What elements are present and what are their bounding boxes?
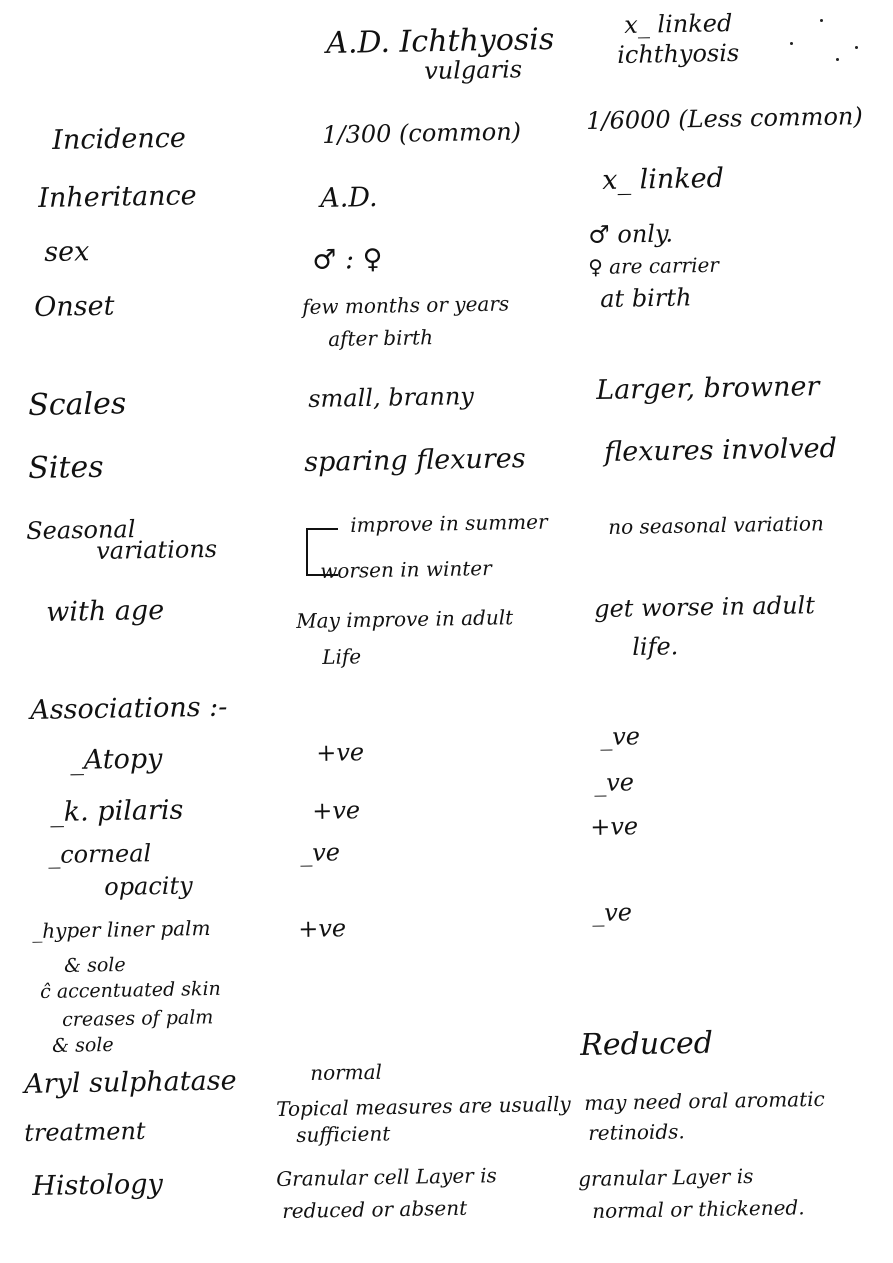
assoc-atopy-col2: _ve xyxy=(599,722,641,751)
row-label-seasonal-line1: Seasonal xyxy=(25,515,136,545)
assoc-k-pilaris-col1: +ve xyxy=(311,796,361,825)
sex-col2-line1: ♂ only. xyxy=(587,219,674,249)
age-col2-line2: life. xyxy=(631,632,679,661)
row-label-incidence: Incidence xyxy=(51,122,187,156)
assoc-label-k-pilaris: _k. pilaris xyxy=(49,794,184,828)
treatment-col1-line1: Topical measures are usually xyxy=(275,1091,571,1121)
assoc-label-atopy: _Atopy xyxy=(69,743,163,776)
row-label-histology: Histology xyxy=(31,1168,164,1202)
aryl-col2: Reduced xyxy=(579,1025,714,1063)
seasonal-col1-line1: improve in summer xyxy=(349,509,548,537)
onset-col2: at birth xyxy=(599,283,692,313)
row-label-aryl-sulphatase: Aryl sulphatase xyxy=(23,1065,237,1100)
assoc-label-hyperlinear-line4: creases of palm xyxy=(61,1006,214,1031)
assoc-atopy-col1: +ve xyxy=(315,738,365,767)
row-label-treatment: treatment xyxy=(23,1116,146,1147)
assoc-label-corneal-line2: opacity xyxy=(103,871,193,901)
row-label-scales: Scales xyxy=(27,386,127,423)
col1-header-line2: vulgaris xyxy=(423,55,523,85)
sites-col1: sparing flexures xyxy=(303,443,526,478)
assoc-hyperlinear-col1: +ve xyxy=(297,914,347,943)
inheritance-col1: A.D. xyxy=(319,181,378,214)
sites-col2: flexures involved xyxy=(603,432,838,468)
assoc-label-corneal-line1: _corneal xyxy=(47,839,152,869)
assoc-k-pilaris-col2: _ve xyxy=(593,768,635,797)
onset-col1-line2: after birth xyxy=(327,325,434,351)
row-label-with-age: with age xyxy=(45,594,165,628)
histology-col2-line2: normal or thickened. xyxy=(591,1195,805,1223)
histology-col1-line1: Granular cell Layer is xyxy=(275,1163,497,1191)
treatment-col2-line1: may need oral aromatic xyxy=(583,1086,825,1115)
scales-col2: Larger, browner xyxy=(595,371,820,406)
associations-heading: Associations :- xyxy=(29,691,228,726)
aryl-col1: normal xyxy=(309,1059,383,1085)
seasonal-col1-line2: worsen in winter xyxy=(319,556,492,583)
sex-col1: ♂ : ♀ xyxy=(311,243,383,276)
assoc-label-hyperlinear-line5: & sole xyxy=(51,1033,114,1057)
sex-col2-line2: ♀ are carrier xyxy=(587,252,720,279)
age-col2-line1: get worse in adult xyxy=(593,591,816,623)
histology-col2-line1: granular Layer is xyxy=(577,1163,754,1191)
treatment-col1-line2: sufficient xyxy=(295,1121,391,1147)
stray-mark xyxy=(836,58,839,61)
stray-mark xyxy=(790,42,793,45)
col2-header-line1: x_ linked xyxy=(623,9,733,39)
age-col1-line2: Life xyxy=(321,644,362,669)
inheritance-col2: x_ linked xyxy=(601,162,725,196)
age-col1-line1: May improve in adult xyxy=(295,605,514,633)
assoc-label-hyperlinear-line1: _hyper liner palm xyxy=(31,915,211,943)
assoc-corneal-col1: _ve xyxy=(299,838,341,867)
incidence-col2: 1/6000 (Less common) xyxy=(585,102,863,135)
stray-mark xyxy=(820,19,823,22)
row-label-seasonal-line2: variations xyxy=(95,534,218,565)
treatment-col2-line2: retinoids. xyxy=(587,1119,685,1145)
assoc-corneal-col2: +ve xyxy=(589,812,639,841)
seasonal-col2: no seasonal variation xyxy=(607,511,824,539)
row-label-sex: sex xyxy=(43,236,90,268)
col2-header-line2: ichthyosis xyxy=(616,38,740,69)
stray-mark xyxy=(855,46,858,49)
row-label-inheritance: Inheritance xyxy=(37,180,197,214)
row-label-sites: Sites xyxy=(27,449,104,486)
assoc-label-hyperlinear-line3: ĉ accentuated skin xyxy=(39,977,221,1003)
histology-col1-line2: reduced or absent xyxy=(281,1195,468,1223)
incidence-col1: 1/300 (common) xyxy=(321,117,522,149)
assoc-hyperlinear-col2: _ve xyxy=(591,898,633,927)
onset-col1-line1: few months or years xyxy=(301,291,510,319)
assoc-label-hyperlinear-line2: & sole xyxy=(63,953,126,977)
row-label-onset: Onset xyxy=(33,290,115,323)
scales-col1: small, branny xyxy=(307,382,475,413)
col1-header-line1: A.D. Ichthyosis xyxy=(325,22,555,61)
